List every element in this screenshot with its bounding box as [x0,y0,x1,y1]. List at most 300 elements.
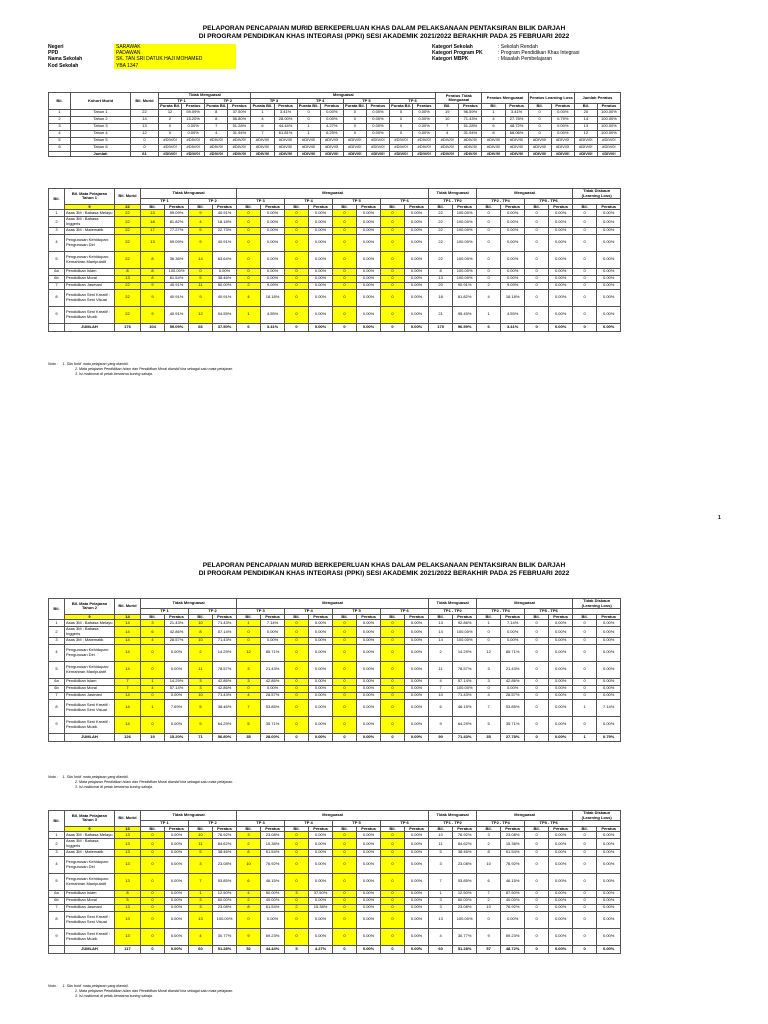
table-cell[interactable]: 8 [141,251,165,268]
total-cell: 19 [141,733,165,741]
table-cell[interactable]: 22 [115,289,141,306]
info-value[interactable]: YBA 1347 [114,63,236,69]
table-cell[interactable]: 0 [285,627,309,637]
table-cell[interactable]: 0 [381,873,405,890]
table-cell: 0.00% [309,268,333,275]
table-cell[interactable]: 14 [115,637,141,644]
table-cell[interactable]: 0 [333,306,357,323]
table-row [49,275,621,282]
table-cell[interactable]: 7 [237,699,261,716]
table-cell[interactable]: 0 [333,839,357,849]
table-cell[interactable]: 1 [237,620,261,627]
table-cell[interactable]: 0 [141,904,165,911]
table-cell[interactable]: 0 [237,637,261,644]
table-cell[interactable]: 0 [333,268,357,275]
table-cell[interactable]: 0 [285,644,309,661]
table-cell[interactable]: 0 [333,678,357,685]
table-cell[interactable]: 0 [333,928,357,945]
table-row [49,928,621,945]
header-peratus: Peratus [309,826,333,832]
table-cell[interactable]: 13 [115,839,141,849]
table-cell[interactable]: 8 [141,268,165,275]
table-cell[interactable]: 0 [285,911,309,928]
table-cell[interactable]: 0 [141,890,165,897]
table-cell[interactable]: 2 [237,839,261,849]
table-cell[interactable]: 13 [115,832,141,839]
table-cell[interactable]: 0 [381,234,405,251]
table-cell[interactable]: 5 [115,897,141,904]
table-cell[interactable]: 13 [115,849,141,856]
header-tp12: TP1 - TP2 [429,199,477,205]
header-bil: Bil. [49,189,65,210]
table-cell: 0.00% [261,251,285,268]
table-cell[interactable]: 0 [285,839,309,849]
table-cell: 78.57% [453,661,477,678]
table-cell[interactable]: 0 [333,637,357,644]
table-cell[interactable]: 0 [141,661,165,678]
header-bil-short: Bil. [333,826,357,832]
table-cell[interactable]: 8 [115,268,141,275]
table-cell[interactable]: 0 [333,890,357,897]
table-cell: 0.00% [549,856,573,873]
total-cell: 0.00% [357,733,381,741]
table-cell[interactable]: 0 [285,251,309,268]
table-cell[interactable]: 0 [381,849,405,856]
table-cell[interactable]: 3 [189,856,213,873]
table-cell[interactable]: 0 [381,890,405,897]
table-cell[interactable]: 13 [115,911,141,928]
table-cell[interactable]: 0 [333,685,357,692]
table-cell[interactable]: 0 [381,897,405,904]
table-cell[interactable]: 14 [115,661,141,678]
table-cell[interactable]: 0 [333,282,357,289]
table-cell[interactable]: 7 [115,678,141,685]
table-cell[interactable]: 8 [141,275,165,282]
table-cell[interactable]: 0 [237,275,261,282]
table-cell[interactable]: 0 [381,275,405,282]
table-cell[interactable]: 13 [115,904,141,911]
table-cell: 22 [429,234,453,251]
table-cell: 0.00% [405,856,429,873]
table-cell[interactable]: 9 [141,289,165,306]
table-cell[interactable]: 14 [115,692,141,699]
table-cell[interactable]: 0 [333,849,357,856]
table-cell[interactable]: 0 [285,873,309,890]
table-cell: 38.46% [213,699,237,716]
table-cell[interactable]: 0 [141,692,165,699]
table-cell[interactable]: 0 [285,678,309,685]
table-cell: 10 [429,832,453,839]
table-cell[interactable]: 2 [237,897,261,904]
table-cell[interactable]: 0 [285,685,309,692]
table-cell[interactable]: 13 [115,873,141,890]
table-cell[interactable]: 2 [189,644,213,661]
table-cell: 0.00% [213,268,237,275]
table-cell[interactable]: 4 [237,289,261,306]
table-cell[interactable]: 0 [141,873,165,890]
table-cell[interactable]: 0 [381,856,405,873]
table-cell[interactable]: 13 [115,275,141,282]
table-cell[interactable]: 9 [189,716,213,733]
table-cell[interactable]: 12 [237,644,261,661]
table-cell[interactable]: 5 [189,275,213,282]
table-cell[interactable]: 0 [237,210,261,217]
table-cell[interactable]: 0 [333,234,357,251]
table-cell[interactable]: 0 [285,692,309,699]
table-cell[interactable]: 0 [237,227,261,234]
table-cell[interactable]: 0 [141,832,165,839]
table-cell: 0.00% [597,227,621,234]
table-cell[interactable]: 3 [237,661,261,678]
table-cell[interactable]: 0 [381,210,405,217]
table-cell[interactable]: 4 [189,928,213,945]
table-cell[interactable]: 22 [115,210,141,217]
table-cell[interactable]: 0 [381,678,405,685]
table-cell[interactable]: 0 [333,644,357,661]
table-cell[interactable]: 0 [285,897,309,904]
table-cell[interactable]: 6 [141,627,165,637]
table-cell[interactable]: 11 [189,661,213,678]
table-cell: 0.00% [357,637,381,644]
table-cell: 0.00% [309,692,333,699]
table-cell[interactable]: 3 [189,904,213,911]
table-cell: 6 [429,699,453,716]
table-cell[interactable]: 0 [381,685,405,692]
table-cell[interactable]: 0 [381,306,405,323]
table-cell[interactable]: 0 [237,217,261,227]
table-cell[interactable]: 0 [237,251,261,268]
table-cell[interactable]: 4 [189,217,213,227]
table-cell[interactable]: 0 [381,289,405,306]
table-cell[interactable]: 0 [285,217,309,227]
table-cell: 0.00% [597,856,621,873]
table-cell[interactable]: 0 [333,692,357,699]
murid-count[interactable]: 13 [115,826,141,832]
table-cell[interactable]: 0 [381,627,405,637]
table-cell: 0.00% [549,832,573,839]
table-cell[interactable]: 0 [333,911,357,928]
table-cell: 23.08% [261,832,285,839]
table-cell[interactable]: 6 [237,873,261,890]
table-cell: 23.08% [501,832,525,839]
table-cell[interactable]: 18 [141,217,165,227]
table-cell[interactable]: 9 [189,210,213,217]
table-cell[interactable]: 22 [115,217,141,227]
table-cell[interactable]: 9 [141,282,165,289]
table-cell[interactable]: 0 [381,839,405,849]
note-2: 2. Mata pelajaran Pendidikan Islam dan Pendidikan Moral diambil kira sebagai satu mata pelajaran. [75,780,234,784]
table-cell[interactable]: 0 [237,685,261,692]
table-cell: 0.00% [405,661,429,678]
table-cell[interactable]: 3 [285,890,309,897]
table-cell: 0.00% [165,897,189,904]
table-cell[interactable]: 9 [141,306,165,323]
table-cell[interactable]: 0 [333,275,357,282]
table-cell[interactable]: 0 [333,627,357,637]
subject-name: Asas 3M : Bahasa Inggeris [65,217,115,227]
header-tp5: TP 5 [343,98,389,104]
table-cell: 0.00% [309,839,333,849]
header-menguasai: Menguasai [251,93,436,99]
murid-count[interactable]: 14 [115,614,141,620]
table-cell: 9 [477,928,501,945]
table-cell[interactable]: 1 [237,306,261,323]
table-cell: 0.00% [357,661,381,678]
table-cell[interactable]: 0 [333,904,357,911]
table-cell: 0 [297,109,320,116]
table-cell[interactable]: 1 [141,678,165,685]
table-cell[interactable]: 1 [141,699,165,716]
table-cell[interactable]: 11 [189,839,213,849]
table-cell[interactable]: 0 [189,268,213,275]
table-cell[interactable]: 2 [285,904,309,911]
table-cell: 0 [573,832,597,839]
table-cell[interactable]: 11 [189,282,213,289]
table-cell[interactable]: 0 [381,911,405,928]
table-cell[interactable]: 13 [189,911,213,928]
table-cell[interactable]: 0 [237,234,261,251]
table-cell: 0.00% [549,873,573,890]
table-cell[interactable]: 7 [189,873,213,890]
table-row [49,661,621,678]
table-cell: 46.15% [501,873,525,890]
total-cell: 37.50% [213,323,237,331]
table-cell: 0.00% [597,661,621,678]
table-cell[interactable]: 1 [189,890,213,897]
table-cell[interactable]: 22 [115,282,141,289]
table-cell[interactable]: 0 [285,268,309,275]
table-cell[interactable]: 22 [115,234,141,251]
subject-name: Pendidikan Jasmani [65,282,115,289]
table-cell[interactable]: 0 [237,911,261,928]
table-cell[interactable]: 0 [285,227,309,234]
table-cell[interactable]: 0 [333,217,357,227]
table-cell[interactable]: 8 [115,890,141,897]
table-cell: 6 [251,123,274,130]
total-cell: 51.28% [453,945,477,953]
table-cell[interactable]: 0 [285,699,309,716]
table-cell[interactable]: 17 [141,227,165,234]
table-cell: 35.71% [501,716,525,733]
table-cell[interactable]: 0 [333,620,357,627]
table-cell[interactable]: 10 [189,692,213,699]
table-cell[interactable]: 0 [285,620,309,627]
table-cell[interactable]: 5 [237,716,261,733]
table-cell[interactable]: 14 [115,644,141,661]
header-tp4: TP 4 [285,609,333,615]
table-cell[interactable]: 14 [115,620,141,627]
header-mata-pelajaran: Bil. Mata Pelajaran Tahun 2 [65,599,115,615]
table-cell[interactable]: 0 [381,928,405,945]
table-cell[interactable]: 0 [381,217,405,227]
table-cell[interactable]: 0 [333,873,357,890]
total-cell: 60 [189,945,213,953]
table-cell[interactable]: 0 [333,251,357,268]
table-cell: 0 [525,637,549,644]
table-cell[interactable]: 0 [333,856,357,873]
table-cell[interactable]: 0 [285,306,309,323]
table-cell[interactable]: 3 [237,678,261,685]
table-cell: 0.00% [549,911,573,928]
table-cell: 0.00% [261,227,285,234]
table-cell: 0 [528,109,551,116]
table-cell: 0.00% [366,130,389,137]
table-cell[interactable]: 0 [381,268,405,275]
info-value[interactable]: SARAWAK [114,44,236,50]
table-cell[interactable]: 0 [333,699,357,716]
subject-name: Pendidikan Seni Kreatif : Pendidikan Seni Visual [65,699,115,716]
table-cell: 95.45% [453,306,477,323]
table-cell[interactable]: 0 [141,897,165,904]
table-cell[interactable]: 3 [237,832,261,839]
table-cell: 0.00% [309,856,333,873]
table-cell[interactable]: 4 [141,685,165,692]
table-cell[interactable]: 0 [333,897,357,904]
subject-name: Pengurusan Kehidupan: Kemahiran Manipulatif [65,661,115,678]
table-cell[interactable]: 0 [285,832,309,839]
table-cell[interactable]: 4 [237,692,261,699]
table-cell[interactable]: 0 [285,856,309,873]
total-cell: 0 [333,323,357,331]
info-value[interactable]: PADAWAN [114,50,236,56]
info-value[interactable]: SK. TAN SRI DATUK HAJI MOHAMED [114,56,236,62]
table-cell[interactable]: 0 [141,928,165,945]
table-cell: 2 [429,644,453,661]
table-cell[interactable]: 0 [141,839,165,849]
table-cell: 53.85% [261,699,285,716]
table-cell[interactable]: 8 [237,904,261,911]
table-cell[interactable]: 0 [285,234,309,251]
table-cell[interactable]: 14 [115,699,141,716]
table-cell[interactable]: 0 [381,620,405,627]
table-cell[interactable]: 22 [115,227,141,234]
table-cell[interactable]: 0 [381,644,405,661]
table-cell[interactable]: 0 [381,637,405,644]
table-cell[interactable]: 9 [189,234,213,251]
table-cell[interactable]: 0 [141,911,165,928]
table-cell[interactable]: 0 [333,661,357,678]
table-cell[interactable]: 14 [189,251,213,268]
table-cell: 42.86% [213,685,237,692]
table-cell[interactable]: 2 [237,282,261,289]
table-cell[interactable]: 0 [237,627,261,637]
table-cell[interactable]: 0 [381,282,405,289]
table-cell[interactable]: 3 [189,678,213,685]
table-cell[interactable]: 0 [381,832,405,839]
total-row [49,151,621,157]
table-cell[interactable]: 0 [141,856,165,873]
table-cell[interactable]: 0 [381,251,405,268]
table-cell[interactable]: 3 [189,897,213,904]
total-cell: 176 [115,323,141,331]
table-cell[interactable]: 0 [285,928,309,945]
table-cell[interactable]: 13 [141,234,165,251]
murid-count[interactable]: 22 [115,204,141,210]
table-cell: 0.00% [597,627,621,637]
table-cell[interactable]: 14 [115,716,141,733]
table-cell: 0.00% [549,897,573,904]
table-cell[interactable]: 0 [285,210,309,217]
header-peratus: Peratus [405,204,429,210]
total-cell: 0 [525,733,549,741]
table-cell[interactable]: 5 [189,849,213,856]
table-cell[interactable]: 0 [381,716,405,733]
table-cell[interactable]: 0 [141,716,165,733]
table-cell[interactable]: 0 [285,661,309,678]
table-cell: 0 [159,130,182,137]
table-cell: 0 [525,873,549,890]
table-cell[interactable]: 10 [189,620,213,627]
table-cell[interactable]: 0 [333,289,357,306]
subject-count[interactable]: 9 [65,614,115,620]
table-cell: 71.43% [213,620,237,627]
table-cell[interactable]: 0 [237,268,261,275]
table-cell[interactable]: 0 [141,849,165,856]
table-cell: 0 [389,109,412,116]
table-cell[interactable]: 22 [115,251,141,268]
table-cell[interactable]: 5 [189,227,213,234]
table-cell: 19 [436,109,459,116]
table-cell[interactable]: 14 [115,627,141,637]
table-cell[interactable]: 10 [237,856,261,873]
table-cell[interactable]: 9 [237,928,261,945]
table-cell[interactable]: 0 [333,227,357,234]
table-cell[interactable]: 0 [333,716,357,733]
table-cell[interactable]: 0 [381,699,405,716]
table-cell[interactable]: 0 [333,832,357,839]
table-cell: 37.50% [309,890,333,897]
table-cell[interactable]: 13 [115,856,141,873]
total-cell: 96.59% [453,323,477,331]
table-cell[interactable]: 8 [189,627,213,637]
table-cell[interactable]: 10 [189,832,213,839]
subject-count[interactable]: 9 [65,826,115,832]
table-cell[interactable]: 0 [381,904,405,911]
table-cell[interactable]: 22 [115,306,141,323]
header-bil-short: Bil. [189,614,213,620]
table-cell[interactable]: 0 [285,282,309,289]
table-cell[interactable]: 12 [189,306,213,323]
table-cell[interactable]: 0 [333,210,357,217]
table-cell[interactable]: 4 [237,890,261,897]
table-cell[interactable]: 0 [141,644,165,661]
table-cell[interactable]: 0 [285,716,309,733]
table-cell[interactable]: 13 [141,210,165,217]
table-cell[interactable]: 9 [189,289,213,306]
table-cell[interactable]: 0 [285,275,309,282]
total-cell: 71 [189,733,213,741]
table-cell: 0.00% [405,289,429,306]
table-cell[interactable]: 3 [189,685,213,692]
table-cell: 14 [429,637,453,644]
subject-count[interactable]: 9 [65,204,115,210]
table-cell[interactable]: 13 [115,928,141,945]
table-cell[interactable]: 10 [189,637,213,644]
table-cell[interactable]: 5 [189,699,213,716]
table-cell[interactable]: 7 [115,685,141,692]
table-cell: 23.08% [213,856,237,873]
table-cell[interactable]: 0 [285,289,309,306]
table-cell[interactable]: 0 [381,692,405,699]
table-cell[interactable]: 0 [381,661,405,678]
table-cell[interactable]: 3 [141,620,165,627]
header-tidak-menguasai: Tidak Menguasai [141,811,237,821]
table-cell[interactable]: 0 [381,227,405,234]
table-cell[interactable]: 8 [237,849,261,856]
table-cell[interactable]: 0 [285,637,309,644]
table-cell[interactable]: 0 [285,849,309,856]
table-cell[interactable]: 4 [141,637,165,644]
